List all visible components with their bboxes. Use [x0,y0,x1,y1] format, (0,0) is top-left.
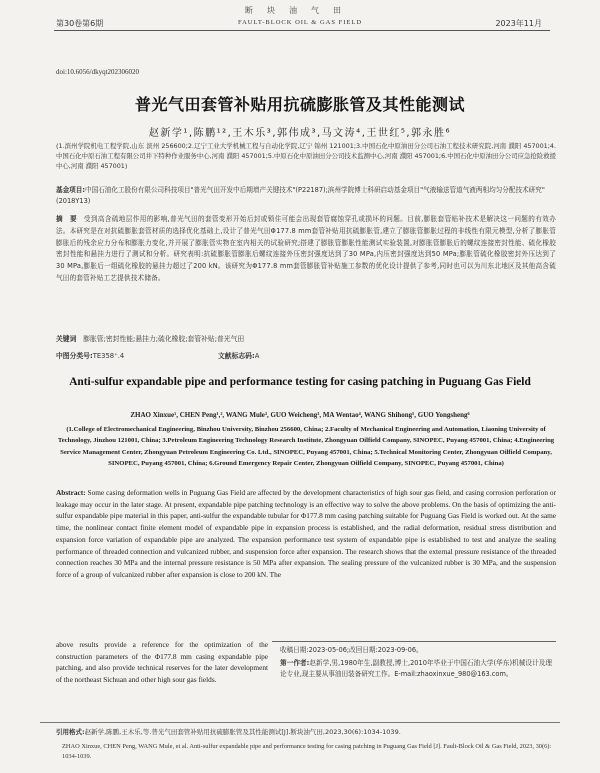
affiliations-cn: (1.滨州学院机电工程学院,山东 滨州 256600;2.辽宁工业大学机械工程与自动化学院,辽宁 锦州 121001;3.中国石化中原油田分公司石油工程技术研究院,河南 濮阳 457001;4.中国石化中原石油工程有限公司井下特种作业服务中心,河南 濮阳 457001;5.中原石化中原油田分公司技术监测中心,河南 濮阳 457001;6.中国石化中原油田分公司应急抢险救援中心,河南 濮阳 457001) [56,142,556,170]
citation-cn [56,727,556,736]
title-cn: 普光气田套管补贴用抗硫膨胀管及其性能测试 [134,95,465,114]
abstract-en-text: Some casing deformation wells in Puguang Gas Field are affected by the development characteristics of high sour gas field, and casing corrosion perforation or leakage may occur in the later stage. At present, expandable pipe patching technology is an effective way to solve the above problems. On the basis of optimizing the anti-sulfur expandable pipe material in this paper, anti-sulfur the expandable tubular for Φ177.8 mm casing patching suitable for Puguang Gas Field is worked out. At the same time, the nonlinear contact finite element model of expandable pipe in expansion process is established, and the radial deformation, residual stress distribution and expansion force variation of expandable pipe are analyzed. The expansion performance test system of expandable pipe is established to test and analyze the sealing performance of threaded connection and vulcanized rubber, and suspension force after expansion. The research shows that the external pressure resistance of the threaded connection reaches 30 MPa and the internal pressure resistance is 50 MPa after expansion. The sealing pressure of the vulcanized rubber is 30 MPa, and the suspension force of a group of vulcanized rubber after expansion is close to 200 kN. The [56,488,556,579]
doi: doi:10.6056/dkyqt202306020 [56,68,140,76]
document-code-value: A [254,352,260,360]
abstract-en-tail: above results provide a reference for the optimization of the construction parameters of the Φ177.8 mm casing expandable pipe patching, and also provide technical reserves for the later development of the northeast Sichuan and other high sour gas fields. [56,640,268,685]
title-en: Anti-sulfur expandable pipe and performance testing for casing patching in Puguang Gas Field [69,376,531,388]
volume-issue: 第30卷第6期 [56,19,104,28]
funding-label: 基金项目: [56,186,86,194]
keywords-cn-text: 膨胀管;密封性能;悬挂力;硫化橡胶;套管补贴;普光气田 [83,335,245,343]
first-author-text: 赵新学,男,1980年生,副教授,博士,2010年毕业于中国石油大学(华东)机械设计及理论专业,现主要从事油田装备研究工作。E-mail:zhaoxinxue_980@163.com。 [280,659,553,678]
clc-label: 中图分类号: [56,352,93,360]
keywords-cn [56,333,556,343]
header-rule [54,30,550,31]
abstract-en-label: Abstract: [56,488,86,497]
funding-text: 中国石油化工股份有限公司科技项目"普光气田开发中后期增产关键技术"(P22187);滨州学院博士科研启动基金项目"气液输送管道气液两相均匀分配技术研究"(2018Y13) [56,186,545,205]
issue-date: 2023年11月 [495,19,542,28]
abstract-cn [56,214,556,285]
funding-cn [56,185,556,206]
document-code [218,350,259,360]
journal-name-cn: 断块油气田 [245,6,355,15]
first-author-note [280,658,552,680]
abstract-cn-label: 摘 要 [56,215,77,223]
clc-value: TE358⁺.4 [92,352,125,360]
abstract-en [56,487,556,581]
affiliations-en: (1.College of Electromechanical Engineering, Binzhou University, Binzhou 256600, China; 2.Faculty of Mechanical Engineering and Automation, Liaoning University of Technology, Jinzhou 121001, China; 3.Petroleum Engineering Technology Research Institute, Zhongyuan Oilfield Company, SINOPEC, Puyang 457001, China; 4.Engineering Service Management Center, Zhongyuan Petroleum Engineering Co. Ltd., SINOPEC, Puyang 457001, China; 5.Technical Monitoring Center, Zhongyuan Oilfield Company, SINOPEC, Puyang 457001, China; 6.Ground Emergency Repair Center, Zhongyuan Oilfield Company, SINOPEC, Puyang 457001, China) [57,426,555,467]
citation-label: 引用格式: [56,728,85,736]
abstract-cn-text: 受到高含硫地层作用的影响,普光气田的套管变形开始后封或锁住可能会出现套管腐蚀穿孔或损坏的问题。目前,膨胀套管贴补技术是解决这一问题的有效办法。本研究是在对抗硫膨胀套管材质的选择优化基础上,设计了普光气田Φ177.8 mm套管补贴用抗硫膨胀管,建立了膨胀管膨胀过程的非线性有限元模型,分析了膨胀管膨胀后的残余应力分布和膨胀力变化,并开展了膨胀管实物在室内相关的试验研究;搭建了膨胀管膨胀性能测试实验装置,对膨胀管膨胀后的螺纹连接密封性能、硫化橡胶密封性能和悬挂力进行了测试和分析。研究表明:抗硫膨胀管膨胀后螺纹连接外压密封强度达到了30 MPa,内压密封强度达到50 MPa;膨胀管硫化橡胶密封外压达到了30 MPa,膨胀后一组硫化橡胶的悬挂力超过了200 kN。该研究为Φ177.8 mm套管膨胀管补贴施工参数的优化设计提供了参考,同时也可以为川东北地区及其他高含硫气田的套管补贴工艺提供技术储备。 [56,215,556,282]
authors-en: ZHAO Xinxue¹, CHEN Peng¹,², WANG Mule³, GUO Weicheng³, MA Wentao⁴, WANG Shihong⁵, GUO Yongsheng⁶ [130,411,470,419]
citation-cn-text: 赵新学,陈鹏,王木乐,等.普光气田套管补贴用抗硫膨胀管及其性能测试[J].断块油气田,2023,30(6):1034-1039. [84,728,401,736]
first-author-label: 第一作者: [280,659,310,667]
citation-en: ZHAO Xinxue, CHEN Peng, WANG Mule, et al. Anti-sulfur expandable pipe and performance testing for casing patching in Puguang Gas Field [J]. Fault-Block Oil & Gas Field, 2023, 30(6): 1034-1039. [62,743,552,760]
keywords-cn-label: 关键词 [56,335,77,343]
citation-rule [40,722,560,723]
document-code-label: 文献标志码: [218,352,255,360]
authors-cn: 赵新学¹,陈鹏¹²,王木乐³,郭伟成³,马文涛⁴,王世红⁵,郭永胜⁶ [148,128,452,139]
journal-name-en: FAULT-BLOCK OIL & GAS FIELD [237,19,363,26]
clc-number [56,350,124,360]
received-dates: 收稿日期:2023-05-06;改回日期:2023-09-06。 [280,646,423,654]
